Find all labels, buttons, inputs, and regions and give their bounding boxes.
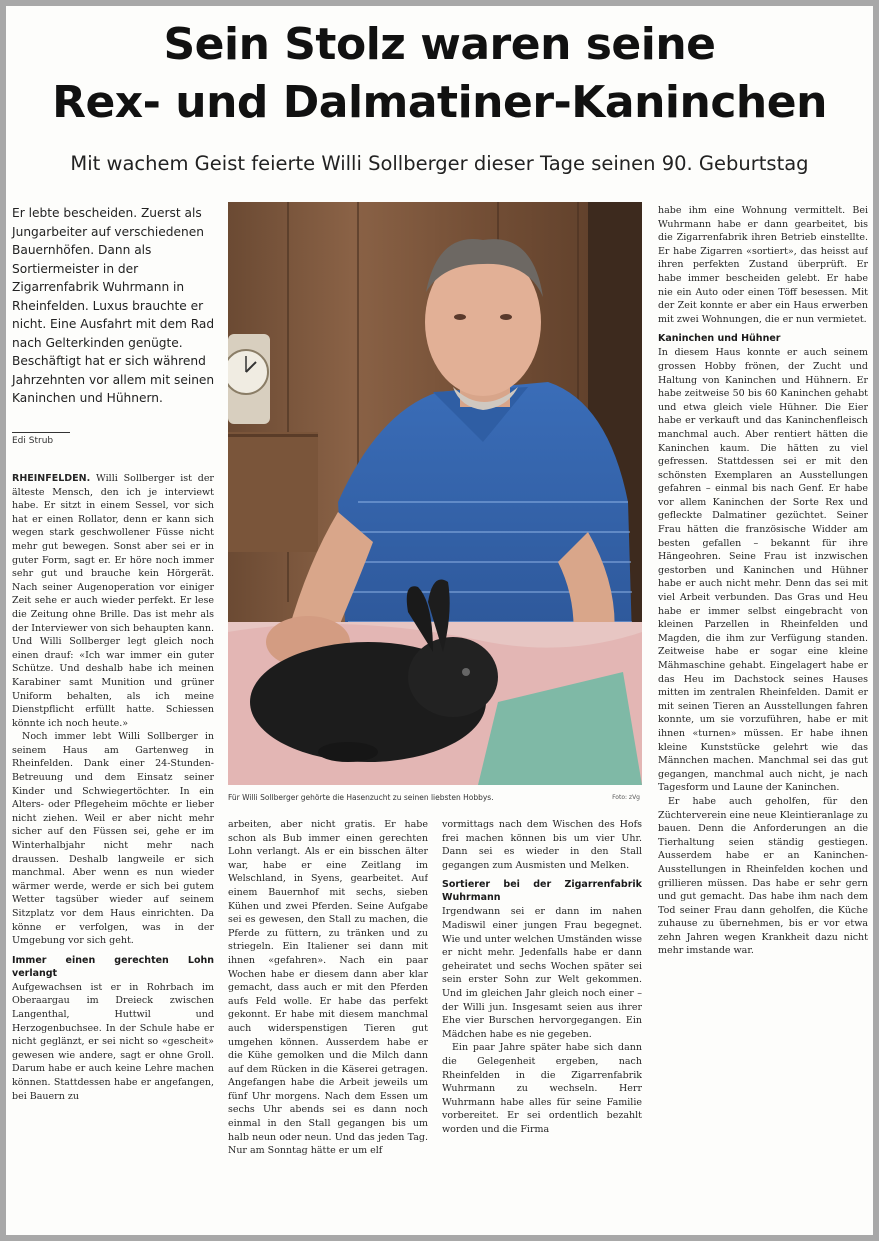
paragraph-text: Willi Sollberger ist der älteste Mensch, den ich je interviewt habe. Er sitzt in einem Sessel, vor sich hat er einen Rollator, denn er kann sich wegen stark geschwollener Füsse nicht mehr gut bewegen. Sonst aber sei er in guter Form, sagt er. Er höre noch immer sehr gut und brauche kein Hörgerät. Nach seiner Augenoperation vor einiger Zeit sehe er auch wieder perfekt. Er lese die Zeitung ohne Brille. Das ist mehr als der Interviewer von sich behaupten kann. Und Willi Sollberger legt gleich noch einen drauf: «Ich war immer ein guter Schütze. Und deshalb habe ich meinen Karabiner samt Munition und grüner Uniform behalten, als ich meine Dienstpflicht erfüllt hatte. Schiessen könnte ich noch heute.» <box>12 473 214 729</box>
photo-illustration <box>228 202 642 785</box>
article-column-1 <box>12 472 214 1232</box>
headline-line-2: Rex- und Dalmatiner-Kaninchen <box>52 77 827 128</box>
article-paragraph: In diesem Haus konnte er auch seinem grossen Hobby frönen, der Zucht und Haltung von Kaninchen und Hühnern. Er habe zeitweise 50 bis 60 Kaninchen gehabt und etwa gleich viele Hühner. Die Eier habe er verkauft und das Kaninchenfleisch manchmal auch. Aber rentiert hätten die Kaninchen kaum. Die hätten zu viel gefressen. Stattdessen sei er mit den schönsten Exemplaren an Ausstellungen gefahren – einmal bis nach Genf. Er habe vor allem Kaninchen der Sorte Rex und gefleckte Dalmatiner gezüchtet. Seiner Frau hätten die französische Widder am besten gefallen – bekannt für ihre Hängeohren. Seine Frau ist inzwischen gestorben und Kaninchen und Hühner habe er auch nicht mehr. Denn das sei mit viel Arbeit verbunden. Das Gras und Heu habe er immer selbst eingebracht von kleinen Parzellen in Rheinfelden und Magden, die ihm zur Verfügung standen. Zeitweise habe er sogar eine kleine Mähmaschine gehabt. Eingelagert habe er das Heu im Dachstock seines Hauses mitten im zentralen Rheinfelden. Damit er mit seinen Tieren an Ausstellungen fahren konnte, um sie vorzuführen, habe er mit ihnen «turnen» müssen. Er habe ihnen kleine Kunststücke gelehrt wie das Männchen machen. Manchmal sei das gut gegangen, manchmal auch nicht, je nach Tagesform und Laune der Kaninchen. <box>658 347 868 794</box>
photo-caption <box>228 793 642 802</box>
intro-paragraph: Er lebte bescheiden. Zuerst als Jungarbeiter auf verschiedenen Bauernhöfen. Dann als Sortiermeister in der Zigarrenfabrik Wuhrmann in Rheinfelden. Luxus brauchte er nicht. Eine Ausfahrt mit dem Rad nach Gelterkinden genügte. Beschäftigt hat er sich während Jahrzehnten vor allem mit seinen Kaninchen und Hühnern. <box>12 206 215 405</box>
article-paragraph: arbeiten, aber nicht gratis. Er habe schon als Bub immer einen gerechten Lohn verlangt. Als er ein bisschen älter war, habe er eine Zeitlang im Welschland, in Syens, gearbeitet. Auf einem Bauernhof mit sechs, sieben Kühen und zwei Pferden. Seine Aufgabe sei es gewesen, den Stall zu machen, die Pferde zu füttern, zu tränken und zu striegeln. Ein Italiener sei dann mit ihnen «gefahren». Nach ein paar Wochen habe er diesem dann aber klar gemacht, dass auch er mit den Pferden aufs Feld wolle. Er habe das perfekt gekonnt. Er habe mit diesem manchmal auch widerspenstigen Tieren gut umgehen können. Ausserdem habe er die Kühe gemolken und die Milch dann auf dem Rücken in die Käserei getragen. Angefangen habe die Arbeit jeweils um fünf Uhr morgens. Nach dem Essen um sechs Uhr abends sei es dann noch einmal in den Stall gegangen bis um halb neun oder neun. Und das jeden Tag. Nur am Sonntag hätte er um elf <box>228 819 428 1157</box>
headline <box>6 16 873 132</box>
article-column-4 <box>658 204 868 1232</box>
article-photo <box>228 202 642 785</box>
article-paragraph: Er habe auch geholfen, für den Züchterverein eine neue Kleintieranlage zu bauen. Denn die Anforderungen an die Tierhaltung seien ständig gestiegen. Ausserdem habe er an Kaninchen-Ausstellungen in Rheinfelden kochen und grillieren müssen. Das habe er sehr gern und gut gemacht. Das habe ihm nach dem Tod seiner Frau dann geholfen, die Küche zuhause zu übernehmen, bis er vor etwa zehn Jahren wegen Krankheit dazu nicht mehr imstande war. <box>658 795 868 957</box>
section-heading: Immer einen gerechten Lohn verlangt <box>12 954 214 979</box>
photo-credit: Foto: zVg <box>612 794 640 801</box>
newspaper-page <box>6 6 873 1235</box>
section-heading: Sortierer bei der Zigarrenfabrik Wuhrmann <box>442 879 642 904</box>
caption-text: Für Willi Sollberger gehörte die Hasenzucht zu seinen liebsten Hobbys. <box>228 793 494 802</box>
headline-line-1: Sein Stolz waren seine <box>163 19 716 70</box>
article-paragraph: Irgendwann sei er dann im nahen Madiswil einer jungen Frau begegnet. Wie und unter welchen Umständen wisse er nicht mehr. Jedenfalls habe er dann geheiratet und sechs Wochen später sei sein erster Sohn zur Welt gekommen. Und im gleichen Jahr gleich noch einer – der Willi jun. Insgesamt seien aus ihrer Ehe vier Burschen hervorgegangen. Ein Mädchen habe es nie gegeben. <box>442 906 642 1040</box>
dateline: RHEINFELDEN. <box>12 473 91 484</box>
article-column-3 <box>442 818 642 1232</box>
author-byline: Edi Strub <box>12 432 70 446</box>
article-paragraph: Aufgewachsen ist er in Rohrbach im Oberaargau im Dreieck zwischen Langenthal, Huttwil und Herzogenbuchsee. In der Schule habe er nicht geglänzt, er sei nicht so «gescheit» gewesen wie andere, sagt er ohne Groll. Darum habe er auch keine Lehre machen können. Stattdessen habe er angefangen, bei Bauern zu <box>12 981 214 1102</box>
article-paragraph: habe ihm eine Wohnung vermittelt. Bei Wuhrmann habe er dann gearbeitet, bis die Zigarrenfabrik ihren Betrieb einstellte. Er habe Zigarren «sortiert», das heisst auf ihren perfekten Zustand überprüft. Er habe immer bescheiden gelebt. Er habe nie ein Auto oder einen Töff besessen. Mit der Zeit konnte er aber ein Haus erwerben mit zwei Wohnungen, die er nun vermietet. <box>658 205 868 325</box>
intro-text <box>12 204 218 408</box>
article-column-2 <box>228 818 428 1232</box>
article-paragraph: Noch immer lebt Willi Sollberger in seinem Haus am Gartenweg in Rheinfelden. Dank einer 24-Stunden-Betreuung und dem Einsatz seiner Kinder und Schwiegertöchter. In ein Alters- oder Pflegeheim möchte er lieber nicht ziehen. Weil er aber nicht mehr sicher auf den Füssen sei, gehe er im Winterhalbjahr nicht mehr nach draussen. Deshalb langweile er sich manchmal. Aber wenn es nun wieder wärmer werde, werde er sich bei gutem Wetter tagsüber wieder auf seinem Sitzplatz vor dem Haus einrichten. Da könne er verfolgen, was in der Umgebung vor sich geht. <box>12 731 214 947</box>
article-paragraph <box>12 472 214 730</box>
subheadline: Mit wachem Geist feierte Willi Sollberger dieser Tage seinen 90. Geburtstag <box>70 152 809 175</box>
section-heading: Kaninchen und Hühner <box>658 333 781 345</box>
article-paragraph: Ein paar Jahre später habe sich dann die Gelegenheit ergeben, nach Rheinfelden in die Zigarrenfabrik Wuhrmann zu wechseln. Herr Wuhrmann habe alles für seine Familie vorbereitet. Er sei ordentlich bezahlt worden und die Firma <box>442 1042 642 1135</box>
article-paragraph: vormittags nach dem Wischen des Hofs frei machen können bis um vier Uhr. Dann sei es wieder in den Stall gegangen zum Ausmisten und Melken. <box>442 819 642 871</box>
